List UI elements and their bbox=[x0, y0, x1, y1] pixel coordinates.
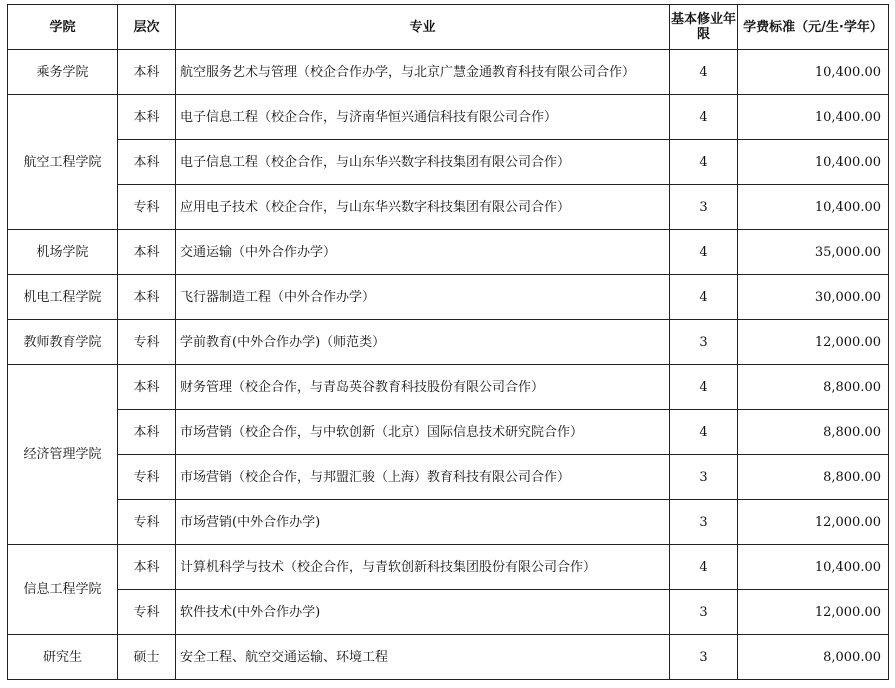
level-cell: 本科 bbox=[118, 275, 176, 320]
level-cell: 专科 bbox=[118, 590, 176, 635]
college-cell: 机电工程学院 bbox=[8, 275, 118, 320]
major-cell: 交通运输（中外合作办学） bbox=[176, 230, 670, 275]
major-cell: 应用电子技术（校企合作，与山东华兴数字科技集团有限公司合作） bbox=[176, 185, 670, 230]
major-cell: 市场营销（校企合作，与邦盟汇骏（上海）教育科技有限公司合作） bbox=[176, 455, 670, 500]
level-cell: 专科 bbox=[118, 185, 176, 230]
table-row bbox=[8, 275, 889, 320]
years-cell: 3 bbox=[670, 320, 738, 365]
fee-cell: 8,000.00 bbox=[738, 635, 889, 680]
college-cell: 信息工程学院 bbox=[8, 545, 118, 635]
fee-cell: 30,000.00 bbox=[738, 275, 889, 320]
level-cell: 本科 bbox=[118, 140, 176, 185]
years-cell: 4 bbox=[670, 95, 738, 140]
table-row bbox=[8, 500, 889, 545]
college-cell: 乘务学院 bbox=[8, 50, 118, 95]
header-major: 专业 bbox=[176, 5, 670, 50]
major-cell: 市场营销（校企合作，与中软创新（北京）国际信息技术研究院合作） bbox=[176, 410, 670, 455]
years-cell: 3 bbox=[670, 635, 738, 680]
years-cell: 4 bbox=[670, 365, 738, 410]
years-cell: 3 bbox=[670, 590, 738, 635]
major-cell: 飞行器制造工程（中外合作办学） bbox=[176, 275, 670, 320]
table-row bbox=[8, 185, 889, 230]
fee-cell: 12,000.00 bbox=[738, 500, 889, 545]
fee-cell: 10,400.00 bbox=[738, 50, 889, 95]
major-cell: 航空服务艺术与管理（校企合作办学，与北京广慧金通教育科技有限公司合作） bbox=[176, 50, 670, 95]
fee-cell: 8,800.00 bbox=[738, 410, 889, 455]
fee-cell: 10,400.00 bbox=[738, 95, 889, 140]
major-cell: 软件技术(中外合作办学) bbox=[176, 590, 670, 635]
fee-cell: 8,800.00 bbox=[738, 455, 889, 500]
table-row bbox=[8, 635, 889, 680]
level-cell: 本科 bbox=[118, 365, 176, 410]
years-cell: 4 bbox=[670, 140, 738, 185]
college-cell: 教师教育学院 bbox=[8, 320, 118, 365]
fee-cell: 12,000.00 bbox=[738, 320, 889, 365]
major-cell: 安全工程、航空交通运输、环境工程 bbox=[176, 635, 670, 680]
major-cell: 电子信息工程（校企合作，与山东华兴数字科技集团有限公司合作） bbox=[176, 140, 670, 185]
tuition-table bbox=[7, 4, 889, 680]
level-cell: 本科 bbox=[118, 410, 176, 455]
header-fee: 学费标准（元/生·学年） bbox=[738, 5, 889, 50]
level-cell: 硕士 bbox=[118, 635, 176, 680]
table-body bbox=[8, 50, 889, 680]
major-cell: 市场营销(中外合作办学) bbox=[176, 500, 670, 545]
level-cell: 本科 bbox=[118, 95, 176, 140]
header-college: 学院 bbox=[8, 5, 118, 50]
years-cell: 4 bbox=[670, 230, 738, 275]
years-cell: 3 bbox=[670, 500, 738, 545]
table-row bbox=[8, 320, 889, 365]
college-cell: 机场学院 bbox=[8, 230, 118, 275]
major-cell: 学前教育(中外合作办学)（师范类） bbox=[176, 320, 670, 365]
fee-cell: 35,000.00 bbox=[738, 230, 889, 275]
level-cell: 本科 bbox=[118, 230, 176, 275]
level-cell: 专科 bbox=[118, 500, 176, 545]
table-row bbox=[8, 455, 889, 500]
major-cell: 财务管理（校企合作，与青岛英谷教育科技股份有限公司合作） bbox=[176, 365, 670, 410]
college-cell: 航空工程学院 bbox=[8, 95, 118, 230]
level-cell: 本科 bbox=[118, 545, 176, 590]
fee-cell: 10,400.00 bbox=[738, 140, 889, 185]
fee-cell: 10,400.00 bbox=[738, 545, 889, 590]
table-row bbox=[8, 50, 889, 95]
college-cell: 经济管理学院 bbox=[8, 365, 118, 545]
fee-cell: 12,000.00 bbox=[738, 590, 889, 635]
fee-cell: 8,800.00 bbox=[738, 365, 889, 410]
table-row bbox=[8, 545, 889, 590]
table-row bbox=[8, 140, 889, 185]
major-cell: 计算机科学与技术（校企合作，与青软创新科技集团股份有限公司合作） bbox=[176, 545, 670, 590]
years-cell: 4 bbox=[670, 50, 738, 95]
table-row bbox=[8, 590, 889, 635]
college-cell: 研究生 bbox=[8, 635, 118, 680]
header-row bbox=[8, 5, 889, 50]
years-cell: 4 bbox=[670, 545, 738, 590]
years-cell: 4 bbox=[670, 275, 738, 320]
years-cell: 4 bbox=[670, 410, 738, 455]
fee-cell: 10,400.00 bbox=[738, 185, 889, 230]
header-level: 层次 bbox=[118, 5, 176, 50]
years-cell: 3 bbox=[670, 185, 738, 230]
table-row bbox=[8, 95, 889, 140]
years-cell: 3 bbox=[670, 455, 738, 500]
level-cell: 专科 bbox=[118, 320, 176, 365]
level-cell: 专科 bbox=[118, 455, 176, 500]
level-cell: 本科 bbox=[118, 50, 176, 95]
table-row bbox=[8, 365, 889, 410]
table-row bbox=[8, 230, 889, 275]
table-row bbox=[8, 410, 889, 455]
major-cell: 电子信息工程（校企合作，与济南华恒兴通信科技有限公司合作） bbox=[176, 95, 670, 140]
header-years: 基本修业年限 bbox=[670, 5, 738, 50]
